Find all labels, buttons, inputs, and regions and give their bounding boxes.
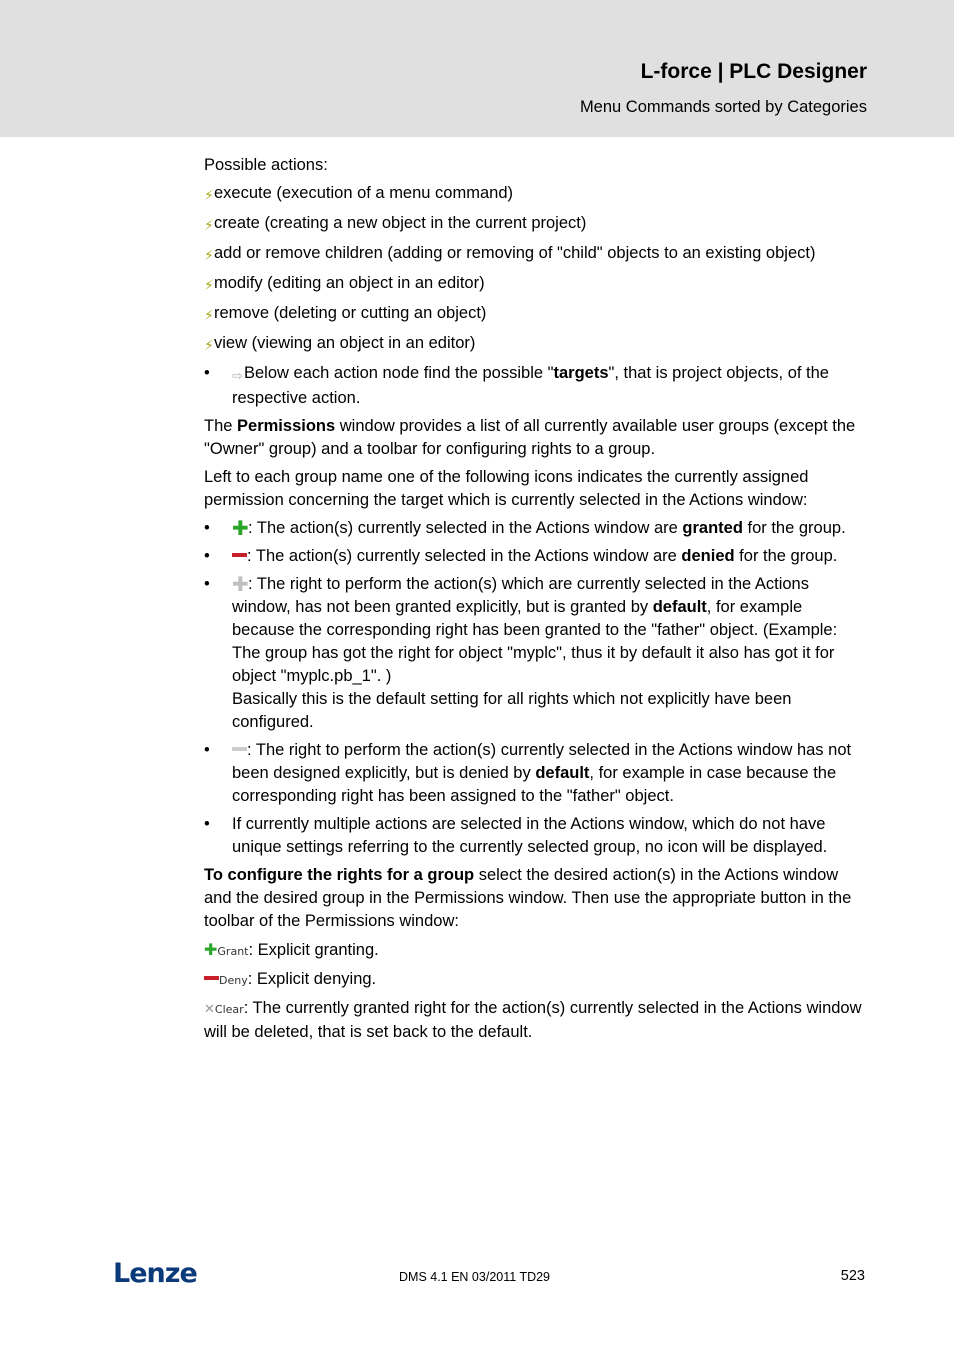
page-title: L-force | PLC Designer bbox=[640, 60, 867, 83]
possible-actions-label: Possible actions: bbox=[204, 156, 328, 174]
lightning-icon: ⚡ bbox=[204, 277, 214, 293]
red-minus-icon bbox=[204, 976, 219, 980]
action-item: ⚡add or remove children (adding or removing of "child" objects to an existing object) bbox=[204, 242, 866, 267]
multiple-bullet: • If currently multiple actions are selected in the Actions window, which do not have unique settings referring to the currently selected group, no icon will be displayed. bbox=[204, 815, 828, 856]
deny-toolbar-button: Deny bbox=[204, 974, 248, 987]
action-item: ⚡execute (execution of a menu command) bbox=[204, 182, 866, 207]
default-grant-extra: Basically this is the default setting for all rights which not explicitly have been configured. bbox=[232, 690, 792, 731]
action-item: ⚡remove (deleting or cutting an object) bbox=[204, 302, 866, 327]
page-header bbox=[0, 0, 954, 137]
green-plus-icon: ✚ bbox=[232, 518, 249, 540]
lenze-logo: Lenze bbox=[113, 1258, 197, 1289]
lightning-icon: ⚡ bbox=[204, 217, 214, 233]
configure-paragraph: To configure the rights for a group select the desired action(s) in the Actions window and the desired group in the Permissions window. Then use the appropriate button in the toolbar of the Permissions window: bbox=[204, 866, 852, 930]
red-minus-icon bbox=[232, 553, 247, 557]
grey-plus-icon: ✚ bbox=[232, 574, 249, 596]
page-subtitle: Menu Commands sorted by Categories bbox=[579, 98, 867, 116]
bullet-dot: • bbox=[204, 575, 210, 593]
green-plus-icon: ✚ bbox=[204, 940, 218, 959]
icons-intro: Left to each group name one of the following icons indicates the currently assigned permission concerning the target which is currently selected in the Actions window: bbox=[204, 468, 809, 509]
clear-toolbar-button: ✕Clear bbox=[204, 1002, 244, 1017]
bullet-dot: • bbox=[204, 547, 210, 565]
lightning-icon: ⚡ bbox=[204, 187, 214, 203]
grey-x-icon: ✕ bbox=[204, 1002, 215, 1017]
permissions-paragraph: The Permissions window provides a list of all currently available user groups (except the "Owner" group) and a toolbar for configuring rights to a group. bbox=[204, 417, 856, 458]
bullet-dot: • bbox=[204, 741, 210, 759]
main-content bbox=[204, 154, 866, 1049]
arrow-icon: ⇨ bbox=[232, 368, 243, 383]
lightning-icon: ⚡ bbox=[204, 247, 214, 263]
grant-toolbar-item: ✚Grant: Explicit granting. bbox=[204, 940, 379, 959]
denied-bullet: • : The action(s) currently selected in the Actions window are denied for the group. bbox=[204, 545, 866, 568]
lightning-icon: ⚡ bbox=[204, 337, 214, 353]
action-item: ⚡modify (editing an object in an editor) bbox=[204, 272, 866, 297]
document-id: DMS 4.1 EN 03/2011 TD29 bbox=[399, 1270, 551, 1284]
action-item: ⚡view (viewing an object in an editor) bbox=[204, 332, 866, 357]
default-grant-bullet: • ✚: The right to perform the action(s) which are currently selected in the Actions window, has not been granted explicitly, but is granted by default, for example because the corresponding right has been granted to the "father" object. (Example: The group has got the right for object "myplc", thus it by default it also has got it for object "myplc.pb_1". ) Basically this is the default setting for all rights which not explicitly have been configured. bbox=[204, 574, 838, 731]
targets-bullet: • ⇨Below each action node find the possible "targets", that is project objects, of the respective action. bbox=[204, 364, 829, 407]
bullet-dot: • bbox=[204, 364, 210, 382]
lightning-icon: ⚡ bbox=[204, 307, 214, 323]
granted-bullet: • ✚: The action(s) currently selected in the Actions window are granted for the group. bbox=[204, 518, 846, 540]
page-number: 523 bbox=[840, 1268, 865, 1284]
default-deny-bullet: • : The right to perform the action(s) currently selected in the Actions window has not been designed explicitly, but is denied by default, for example in case because the corresponding right has been assigned to the "father" object. bbox=[204, 741, 852, 805]
bullet-dot: • bbox=[204, 519, 210, 537]
deny-toolbar-item: Deny: Explicit denying. bbox=[204, 968, 866, 992]
clear-toolbar-item: ✕Clear: The currently granted right for the action(s) currently selected in the Actions window will be deleted, that is set back to the default. bbox=[204, 999, 862, 1041]
action-item: ⚡create (creating a new object in the current project) bbox=[204, 212, 866, 237]
grey-minus-icon bbox=[232, 747, 247, 751]
bullet-dot: • bbox=[204, 815, 210, 833]
grant-toolbar-button: ✚Grant bbox=[204, 940, 249, 959]
